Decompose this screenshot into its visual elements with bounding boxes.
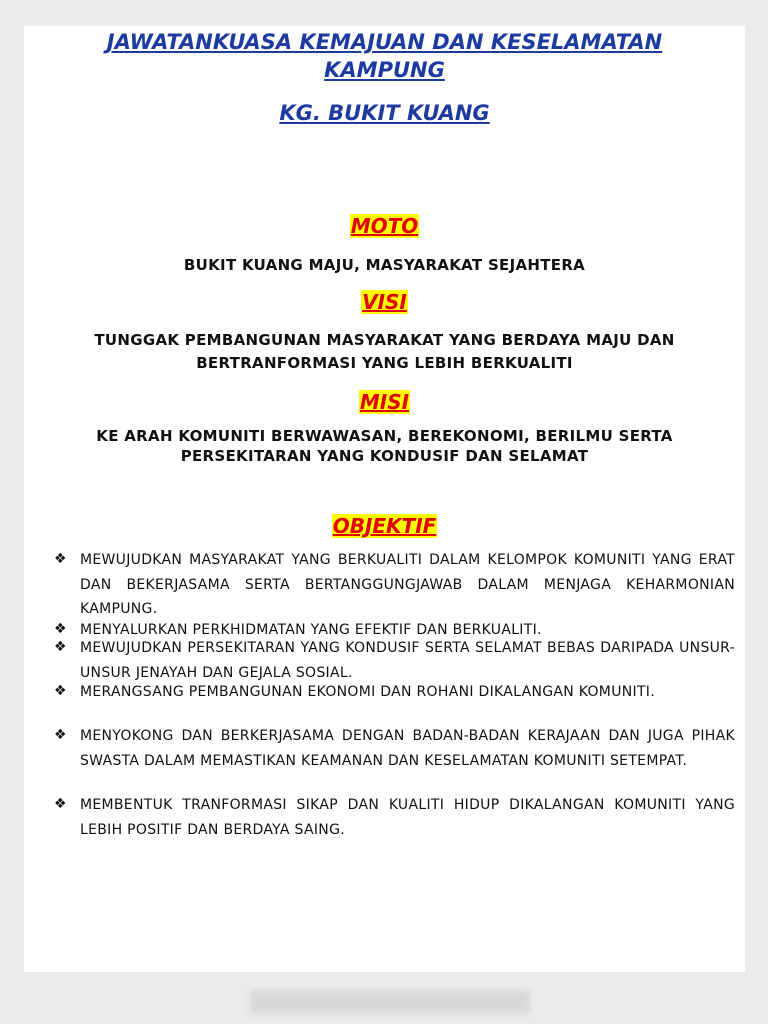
objektif-item-text: MENYOKONG DAN BERKERJASAMA DENGAN BADAN-BADAN KERAJAAN DAN JUGA PIHAK SWASTA DALAM MEMASTIKAN KEAMANAN DAN KESELAMATAN KOMUNITI SETEMPAT. (80, 728, 735, 769)
objektif-item-text: MEWUJUDKAN MASYARAKAT YANG BERKUALITI DALAM KELOMPOK KOMUNITI YANG ERAT DAN BEKERJASAMA SERTA BERTANGGUNGJAWAB DALAM MENJAGA KEHARMONIAN KAMPUNG. (80, 552, 735, 617)
diamond-bullet-icon: ❖ (54, 639, 67, 655)
diamond-bullet-icon: ❖ (54, 683, 67, 699)
visi-heading (24, 290, 745, 314)
misi-heading (24, 390, 745, 414)
misi-text-line1: KE ARAH KOMUNITI BERWAWASAN, BEREKONOMI, BERILMU SERTA (96, 427, 673, 445)
objektif-item-text: MERANGSANG PEMBANGUNAN EKONOMI DAN ROHANI DIKALANGAN KOMUNITI. (80, 684, 655, 700)
visi-text-line2: BERTRANFORMASI YANG LEBIH BERKUALITI (196, 354, 573, 372)
misi-text-line2: PERSEKITARAN YANG KONDUSIF DAN SELAMAT (180, 447, 589, 465)
blurred-footer-watermark (250, 990, 530, 1014)
moto-text: BUKIT KUANG MAJU, MASYARAKAT SEJAHTERA (183, 256, 586, 274)
moto-heading (24, 214, 745, 238)
village-title: KG. BUKIT KUANG (279, 101, 490, 125)
document-page (24, 26, 745, 972)
moto-heading-label: MOTO (350, 214, 419, 238)
diamond-bullet-icon: ❖ (54, 796, 67, 812)
objektif-heading (24, 514, 745, 538)
objektif-item-text: MEWUJUDKAN PERSEKITARAN YANG KONDUSIF SERTA SELAMAT BEBAS DARIPADA UNSUR-UNSUR JENAYAH DAN GEJALA SOSIAL. (80, 640, 735, 681)
org-title-line2: KAMPUNG (324, 58, 445, 82)
visi-heading-label: VISI (362, 290, 407, 314)
objektif-item-text: MENYALURKAN PERKHIDMATAN YANG EFEKTIF DAN BERKUALITI. (80, 622, 542, 638)
objektif-heading-label: OBJEKTIF (332, 514, 437, 538)
objektif-item-text: MEMBENTUK TRANFORMASI SIKAP DAN KUALITI HIDUP DIKALANGAN KOMUNITI YANG LEBIH POSITIF DAN BERDAYA SAING. (80, 797, 735, 838)
diamond-bullet-icon: ❖ (54, 621, 67, 637)
diamond-bullet-icon: ❖ (54, 551, 67, 567)
misi-heading-label: MISI (359, 390, 410, 414)
org-title-line1: JAWATANKUASA KEMAJUAN DAN KESELAMATAN (106, 30, 663, 54)
diamond-bullet-icon: ❖ (54, 727, 67, 743)
visi-text-line1: TUNGGAK PEMBANGUNAN MASYARAKAT YANG BERDAYA MAJU DAN (94, 331, 675, 349)
